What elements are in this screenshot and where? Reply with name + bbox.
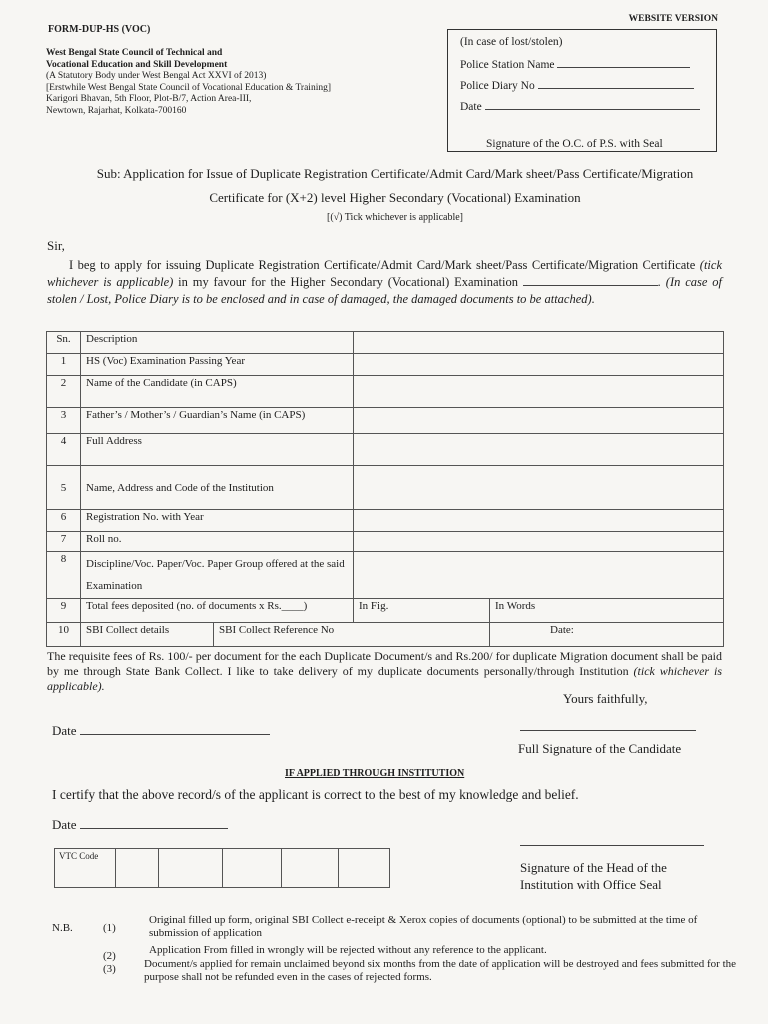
candidate-name-input[interactable] <box>354 376 724 408</box>
council-address-line-2: Newtown, Rajarhat, Kolkata-700160 <box>46 105 187 116</box>
vtc-digit-box[interactable] <box>282 849 339 888</box>
police-diary-field[interactable] <box>460 78 694 92</box>
application-text-b: in my favour for the Higher Secondary (Vocational) Examination <box>178 275 518 289</box>
council-erstwhile: [Erstwhile West Bengal State Council of Vocational Education & Training] <box>46 82 331 93</box>
oc-signature-label: Signature of the O.C. of P.S. with Seal <box>486 138 663 150</box>
note-3-text: Document/s applied for remain unclaimed beyond six months from the date of application will be destroyed and fees submitted for the purpose shall not be refunded even in the cases of rejected forms. <box>144 958 737 983</box>
website-version-label: WEBSITE VERSION <box>628 14 718 24</box>
row-description: Name, Address and Code of the Institution <box>81 466 354 510</box>
row-description: Name of the Candidate (in CAPS) <box>81 376 354 408</box>
application-tick-note: (tick whichever is applicable) <box>47 258 722 289</box>
table-row <box>47 376 724 408</box>
subject-line-1: Sub: Application for Issue of Duplicate Registration Certificate/Admit Card/Mark sheet/Pass Certificate/Migration <box>96 166 694 181</box>
fees-tick-note: (tick whichever is applicable). <box>47 664 723 693</box>
salutation: Sir, <box>47 238 65 253</box>
vtc-digit-box[interactable] <box>159 849 223 888</box>
lost-stolen-box <box>447 29 717 152</box>
row-sn: 6 <box>47 510 81 532</box>
head-signature-block <box>520 859 667 893</box>
note-2-number: (2) <box>103 950 116 962</box>
police-station-field[interactable] <box>460 57 690 71</box>
fees-text: The requisite fees of Rs. 100/- per document for the each Duplicate Document/s and Rs.200/ for duplicate Migration document shall be paid by me through State Bank Collect. I like to take delivery of my duplicate documents personally/through Institution <box>47 649 722 678</box>
row-description: Discipline/Voc. Paper/Voc. Paper Group offered at the said Examination <box>81 552 354 599</box>
lost-box-heading: (In case of lost/stolen) <box>460 36 563 48</box>
council-name-line-2: Vocational Education and Skill Development <box>46 59 228 70</box>
guardian-name-input[interactable] <box>354 408 724 434</box>
fees-paragraph <box>47 649 722 694</box>
application-text-c: . (In case of stolen / Lost, Police Diary is to be enclosed and in case of damaged, the damaged documents to be attached). <box>47 275 722 306</box>
fees-in-words-field[interactable]: In Words <box>490 599 724 623</box>
police-station-label: Police Station Name <box>460 59 555 71</box>
institution-date-field[interactable] <box>52 817 228 833</box>
row-sn: 10 <box>47 623 81 647</box>
discipline-input[interactable] <box>354 552 724 599</box>
roll-no-input[interactable] <box>354 532 724 552</box>
vtc-code-boxes <box>54 848 390 888</box>
registration-input[interactable] <box>354 510 724 532</box>
vtc-digit-box[interactable] <box>223 849 282 888</box>
row-sn: 9 <box>47 599 81 623</box>
header-description: Description <box>81 332 354 354</box>
tick-note: [(√) Tick whichever is applicable] <box>326 212 463 223</box>
table-row <box>47 408 724 434</box>
row-sn: 7 <box>47 532 81 552</box>
police-diary-label: Police Diary No <box>460 80 535 92</box>
lost-box-date-field[interactable] <box>460 99 700 113</box>
row-description: Roll no. <box>81 532 354 552</box>
candidate-signature-label: Full Signature of the Candidate <box>518 741 682 756</box>
note-3-number: (3) <box>103 963 116 975</box>
head-signature-line-1: Signature of the Head of the <box>520 860 667 875</box>
table-row-sbi <box>47 623 724 647</box>
candidate-date-label: Date <box>52 723 77 738</box>
table-row <box>47 510 724 532</box>
details-table <box>46 331 724 647</box>
row-sn: 8 <box>47 552 81 599</box>
head-signature-line-2: Institution with Office Seal <box>520 877 662 892</box>
institution-section-title: IF APPLIED THROUGH INSTITUTION <box>285 768 465 779</box>
form-code: FORM-DUP-HS (VOC) <box>48 24 151 35</box>
header-value <box>354 332 724 354</box>
table-row <box>47 354 724 376</box>
row-description: Total fees deposited (no. of documents x Rs.____) <box>81 599 354 623</box>
institution-input[interactable] <box>354 466 724 510</box>
row-sn: 4 <box>47 434 81 466</box>
row-sn: 2 <box>47 376 81 408</box>
candidate-signature-line[interactable] <box>520 730 696 731</box>
council-address-line-1: Karigori Bhavan, 5th Floor, Plot-B/7, Action Area-III, <box>46 94 252 104</box>
row-sn: 3 <box>47 408 81 434</box>
council-name-line-1: West Bengal State Council of Technical and <box>46 48 223 58</box>
header-sn: Sn. <box>47 332 81 354</box>
exam-year-blank[interactable] <box>523 275 658 286</box>
council-address <box>46 48 331 117</box>
application-paragraph <box>47 257 722 308</box>
row-description: HS (Voc) Examination Passing Year <box>81 354 354 376</box>
certification-text: I certify that the above record/s of the applicant is correct to the best of my knowledge and belief. <box>52 787 579 802</box>
row-description: SBI Collect details <box>81 623 214 647</box>
institution-date-label: Date <box>52 817 77 832</box>
row-sn: 5 <box>47 466 81 510</box>
yours-faithfully: Yours faithfully, <box>563 691 648 706</box>
row-description: Registration No. with Year <box>81 510 354 532</box>
note-1-number: (1) <box>103 922 116 934</box>
sbi-date-field[interactable]: Date: <box>490 623 724 647</box>
vtc-code-label: VTC Code <box>55 849 116 888</box>
passing-year-input[interactable] <box>354 354 724 376</box>
head-signature-line[interactable] <box>520 845 704 846</box>
subject-line-2: Certificate for (X+2) level Higher Secondary (Vocational) Examination <box>209 190 581 205</box>
note-1-text: Original filled up form, original SBI Collect e-receipt & Xerox copies of documents (optional) to be submitted at the time of submission of application <box>149 914 698 939</box>
fees-in-figure-field[interactable]: In Fig. <box>354 599 490 623</box>
table-row <box>47 466 724 510</box>
table-row-fees <box>47 599 724 623</box>
vtc-digit-box[interactable] <box>339 849 390 888</box>
row-description: Father’s / Mother’s / Guardian’s Name (in CAPS) <box>81 408 354 434</box>
address-input[interactable] <box>354 434 724 466</box>
table-header-row <box>47 332 724 354</box>
row-description: Full Address <box>81 434 354 466</box>
lost-box-date-label: Date <box>460 101 482 113</box>
table-row <box>47 532 724 552</box>
table-row <box>47 552 724 599</box>
note-2-text: Application From filled in wrongly will be rejected without any reference to the applicant. <box>149 944 547 956</box>
row-sn: 1 <box>47 354 81 376</box>
sbi-reference-field[interactable]: SBI Collect Reference No <box>214 623 490 647</box>
nb-label: N.B. <box>52 922 73 934</box>
application-text-a: I beg to apply for issuing Duplicate Registration Certificate/Admit Card/Mark sheet/Pass Certificate/Migration Certificate <box>69 258 696 272</box>
council-statute: (A Statutory Body under West Bengal Act XXVI of 2013) <box>46 71 267 81</box>
candidate-date-field[interactable] <box>52 723 270 739</box>
table-row <box>47 434 724 466</box>
vtc-digit-box[interactable] <box>116 849 159 888</box>
